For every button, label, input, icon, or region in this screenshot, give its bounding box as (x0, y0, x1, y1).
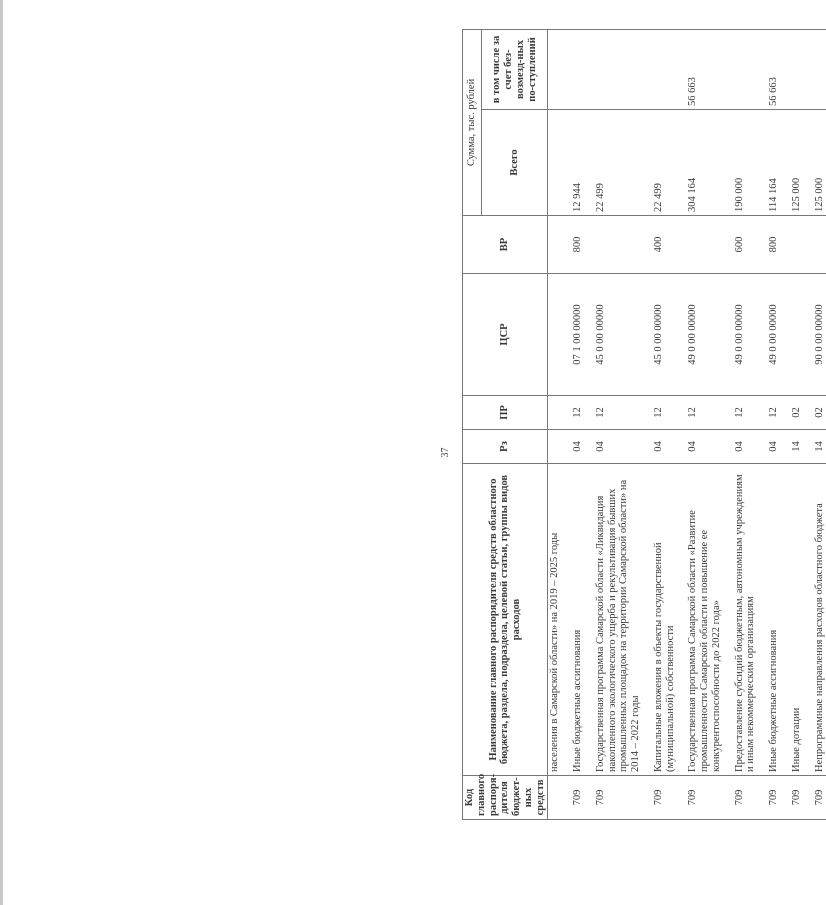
cell-code: 709 (594, 776, 643, 820)
table-row (790, 29, 804, 819)
cell-rz: 04 (594, 430, 643, 464)
cell-vr: 800 (767, 216, 781, 274)
spacer-cell (643, 396, 652, 430)
spacer-cell (724, 29, 733, 109)
cell-rz: 04 (686, 430, 723, 464)
budget-table (462, 29, 826, 820)
spacer-cell (677, 29, 686, 109)
cell-code (548, 776, 562, 820)
spacer-cell (781, 110, 790, 216)
cell-pr: 02 (790, 396, 804, 430)
spacer-cell (724, 274, 733, 396)
table-row (813, 29, 826, 819)
spacer-cell (585, 430, 594, 464)
cell-code: 709 (733, 776, 759, 820)
cell-pr: 12 (686, 396, 723, 430)
table-row (686, 29, 723, 819)
cell-code: 709 (571, 776, 585, 820)
spacer-cell (562, 110, 571, 216)
spacer-cell (677, 216, 686, 274)
cell-incl (548, 29, 562, 109)
spacer-cell (724, 776, 733, 820)
cell-csr: 49 0 00 00000 (733, 274, 759, 396)
spacer-cell (677, 110, 686, 216)
cell-name: Иные бюджетные ассигнования (571, 464, 585, 776)
cell-incl (594, 29, 643, 109)
cell-incl: 56 663 (686, 29, 723, 109)
spacer-cell (758, 29, 767, 109)
header-total: Всего (482, 110, 548, 216)
cell-incl (652, 29, 678, 109)
cell-code: 709 (686, 776, 723, 820)
spacer-cell (643, 29, 652, 109)
cell-pr: 12 (733, 396, 759, 430)
row-spacer (562, 29, 571, 819)
spacer-cell (804, 274, 813, 396)
spacer-cell (758, 464, 767, 776)
spacer-cell (781, 430, 790, 464)
spacer-cell (585, 110, 594, 216)
cell-total: 22 499 (594, 110, 643, 216)
cell-vr (790, 216, 804, 274)
cell-vr (594, 216, 643, 274)
cell-total: 12 944 (571, 110, 585, 216)
spacer-cell (643, 464, 652, 776)
table-row (733, 29, 759, 819)
spacer-cell (724, 396, 733, 430)
cell-csr: 45 0 00 00000 (594, 274, 643, 396)
spacer-cell (758, 110, 767, 216)
cell-csr: 49 0 00 00000 (686, 274, 723, 396)
header-csr: ЦСР (463, 274, 548, 396)
spacer-cell (677, 464, 686, 776)
header-name: Наименование главного распорядителя средств областного бюджета, раздела, подраздела, целевой статьи, группы видов расходов (463, 464, 548, 776)
cell-vr: 600 (733, 216, 759, 274)
spacer-cell (724, 110, 733, 216)
cell-vr (686, 216, 723, 274)
spacer-cell (562, 396, 571, 430)
spacer-cell (804, 110, 813, 216)
cell-name: Предоставление субсидий бюджетным, автономным учреждениям и иным некоммерческим организациям (733, 464, 759, 776)
cell-rz (548, 430, 562, 464)
page-number: 37 (440, 447, 451, 458)
spacer-cell (724, 430, 733, 464)
spacer-cell (643, 216, 652, 274)
spacer-cell (585, 776, 594, 820)
cell-name: Капитальные вложения в объекты государственной (муниципальной) собственности (652, 464, 678, 776)
header-sum-group: Сумма, тыс. рублей (463, 29, 482, 215)
spacer-cell (677, 274, 686, 396)
spacer-cell (724, 216, 733, 274)
spacer-cell (781, 776, 790, 820)
spacer-cell (585, 29, 594, 109)
cell-rz: 14 (813, 430, 826, 464)
spacer-cell (804, 396, 813, 430)
cell-vr: 400 (652, 216, 678, 274)
cell-name: Иные дотации (790, 464, 804, 776)
spacer-cell (781, 29, 790, 109)
cell-incl (813, 29, 826, 109)
header-incl: в том числе за счет без-возмезд-ных по-ступлений (482, 29, 548, 109)
cell-pr: 02 (813, 396, 826, 430)
cell-pr: 12 (652, 396, 678, 430)
cell-code: 709 (813, 776, 826, 820)
spacer-cell (804, 464, 813, 776)
table-row (571, 29, 585, 819)
cell-vr (813, 216, 826, 274)
cell-pr: 12 (767, 396, 781, 430)
spacer-cell (562, 430, 571, 464)
cell-rz: 04 (767, 430, 781, 464)
cell-rz: 04 (652, 430, 678, 464)
spacer-cell (562, 274, 571, 396)
spacer-cell (643, 274, 652, 396)
cell-incl (790, 29, 804, 109)
row-spacer (804, 29, 813, 819)
cell-code: 709 (790, 776, 804, 820)
spacer-cell (804, 216, 813, 274)
cell-total: 125 000 (813, 110, 826, 216)
cell-csr (790, 274, 804, 396)
table-header (463, 29, 548, 819)
spacer-cell (677, 430, 686, 464)
spacer-cell (643, 110, 652, 216)
cell-total: 304 164 (686, 110, 723, 216)
spacer-cell (562, 216, 571, 274)
cell-pr: 12 (594, 396, 643, 430)
cell-total: 125 000 (790, 110, 804, 216)
spacer-cell (781, 464, 790, 776)
row-spacer (781, 29, 790, 819)
spacer-cell (562, 29, 571, 109)
spacer-cell (758, 216, 767, 274)
cell-total: 190 000 (733, 110, 759, 216)
spacer-cell (781, 396, 790, 430)
spacer-cell (781, 274, 790, 396)
spacer-cell (804, 776, 813, 820)
spacer-cell (758, 396, 767, 430)
cell-name: Государственная программа Самарской области «Развитие промышленности Самарской области и повышение ее конкурентоспособности до 2022 года» (686, 464, 723, 776)
cell-csr: 45 0 00 00000 (652, 274, 678, 396)
header-vr: ВР (463, 216, 548, 274)
row-spacer (724, 29, 733, 819)
header-code: Код главного распоря-дителя бюджет-ных средств (463, 776, 548, 820)
cell-code: 709 (652, 776, 678, 820)
spacer-cell (758, 274, 767, 396)
cell-incl (571, 29, 585, 109)
spacer-cell (585, 464, 594, 776)
cell-csr: 49 0 00 00000 (767, 274, 781, 396)
cell-name: Государственная программа Самарской области «Ликвидация накопленного экологического ущерба и рекультивация бывших промышленных площадок на территории Самарской области» на 2014 – 2022 годы (594, 464, 643, 776)
table-row (548, 29, 562, 819)
table-row (594, 29, 643, 819)
spacer-cell (585, 216, 594, 274)
row-spacer (677, 29, 686, 819)
table-row (652, 29, 678, 819)
row-spacer (585, 29, 594, 819)
table-body (548, 29, 826, 819)
header-rz: Рз (463, 430, 548, 464)
cell-vr (548, 216, 562, 274)
cell-total: 22 499 (652, 110, 678, 216)
cell-total: 114 164 (767, 110, 781, 216)
spacer-cell (643, 776, 652, 820)
spacer-cell (562, 776, 571, 820)
spacer-cell (562, 464, 571, 776)
spacer-cell (758, 430, 767, 464)
spacer-cell (781, 216, 790, 274)
cell-pr: 12 (571, 396, 585, 430)
spacer-cell (677, 396, 686, 430)
spacer-cell (804, 430, 813, 464)
cell-total (548, 110, 562, 216)
cell-csr: 07 1 00 00000 (571, 274, 585, 396)
spacer-cell (804, 29, 813, 109)
spacer-cell (724, 464, 733, 776)
cell-pr (548, 396, 562, 430)
spacer-cell (643, 430, 652, 464)
spacer-cell (585, 396, 594, 430)
row-spacer (643, 29, 652, 819)
spacer-cell (677, 776, 686, 820)
table-row (767, 29, 781, 819)
cell-vr: 800 (571, 216, 585, 274)
cell-name: населения в Самарской области» на 2019 – 2025 годы (548, 464, 562, 776)
cell-code: 709 (767, 776, 781, 820)
cell-rz: 14 (790, 430, 804, 464)
spacer-cell (758, 776, 767, 820)
cell-name: Непрограммные направления расходов областного бюджета (813, 464, 826, 776)
spacer-cell (585, 274, 594, 396)
cell-csr: 90 0 00 00000 (813, 274, 826, 396)
cell-rz: 04 (571, 430, 585, 464)
cell-name: Иные бюджетные ассигнования (767, 464, 781, 776)
row-spacer (758, 29, 767, 819)
cell-incl (733, 29, 759, 109)
header-pr: ПР (463, 396, 548, 430)
cell-csr (548, 274, 562, 396)
cell-rz: 04 (733, 430, 759, 464)
cell-incl: 56 663 (767, 29, 781, 109)
